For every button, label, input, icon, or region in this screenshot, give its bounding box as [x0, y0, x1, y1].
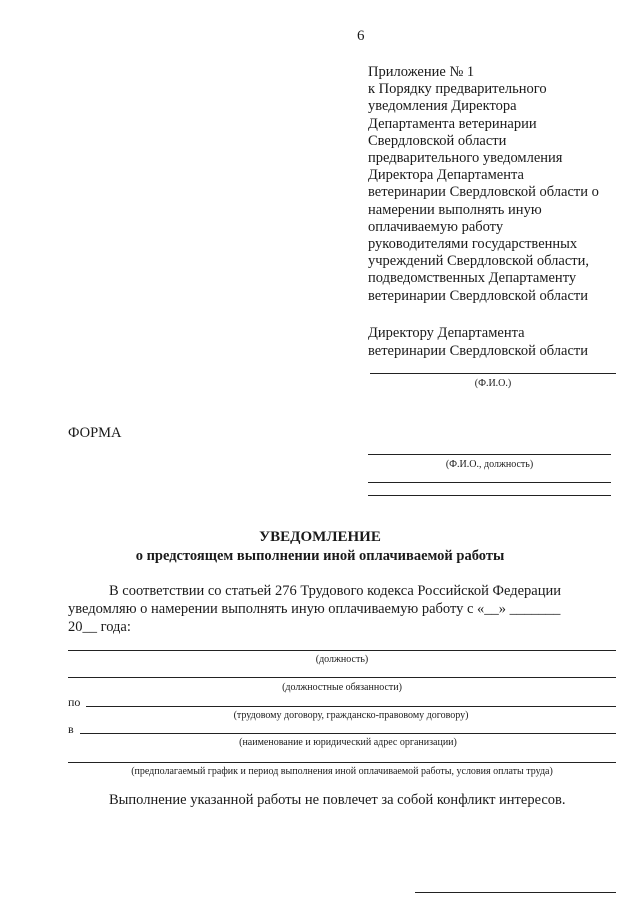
appendix-line: ветеринарии Свердловской области о: [368, 184, 599, 201]
sender-line-2[interactable]: [368, 482, 611, 483]
addressee-fio-line[interactable]: [370, 373, 616, 374]
contract-line[interactable]: [86, 706, 616, 707]
in-prefix: в: [68, 722, 74, 736]
appendix-line: к Порядку предварительного: [368, 81, 547, 98]
appendix-line: Директора Департамента: [368, 167, 524, 184]
organization-caption: (наименование и юридический адрес организации): [239, 737, 457, 748]
page-number: 6: [357, 28, 365, 44]
addressee-line: ветеринарии Свердловской области: [368, 342, 588, 359]
sender-fio-line[interactable]: [368, 454, 611, 455]
body-line-2: уведомляю о намерении выполнять иную оплачиваемую работу с «__» _______: [68, 601, 561, 617]
appendix-block: [368, 64, 638, 305]
addressee-line: Директору Департамента: [368, 325, 525, 341]
sender-caption: (Ф.И.О., должность): [445, 459, 534, 470]
document-subtitle: о предстоящем выполнении иной оплачиваемой работы: [135, 548, 505, 564]
appendix-line: руководителями государственных: [368, 236, 578, 253]
appendix-line: Приложение № 1: [368, 64, 475, 80]
appendix-line: Департамента ветеринарии: [368, 115, 537, 132]
appendix-line: оплачиваемую работу: [368, 218, 504, 235]
by-prefix: по: [68, 695, 81, 709]
appendix-line: предварительного уведомления: [368, 150, 563, 167]
addressee-fio-caption: (Ф.И.О.): [474, 378, 512, 389]
signature-line[interactable]: [415, 892, 616, 893]
organization-line[interactable]: [80, 733, 616, 734]
duties-caption: (должностные обязанности): [282, 682, 402, 693]
position-caption: (должность): [315, 654, 369, 665]
body-line-3: 20__ года:: [68, 619, 131, 635]
schedule-caption: (предполагаемый график и период выполнения иной оплачиваемой работы, условия оплаты труда): [131, 766, 553, 777]
conclusion-text: Выполнение указанной работы не повлечет за собой конфликт интересов.: [109, 792, 566, 808]
position-line[interactable]: [68, 650, 616, 651]
schedule-line[interactable]: [68, 762, 616, 763]
appendix-line: ветеринарии Свердловской области: [368, 287, 588, 304]
form-label: ФОРМА: [68, 425, 122, 441]
document-title: УВЕДОМЛЕНИЕ: [259, 529, 381, 545]
contract-caption: (трудовому договору, гражданско-правовому договору): [233, 710, 469, 721]
appendix-line: уведомления Директора: [368, 98, 517, 115]
body-line-1: В соответствии со статьей 276 Трудового кодекса Российской Федерации: [109, 583, 561, 599]
appendix-line: подведомственных Департаменту: [368, 270, 577, 287]
addressee-block: [368, 325, 638, 360]
duties-line[interactable]: [68, 677, 616, 678]
sender-line-3[interactable]: [368, 495, 611, 496]
appendix-line: Свердловской области: [368, 132, 507, 149]
appendix-line: учреждений Свердловской области,: [368, 253, 589, 270]
appendix-line: намерении выполнять иную: [368, 201, 542, 218]
